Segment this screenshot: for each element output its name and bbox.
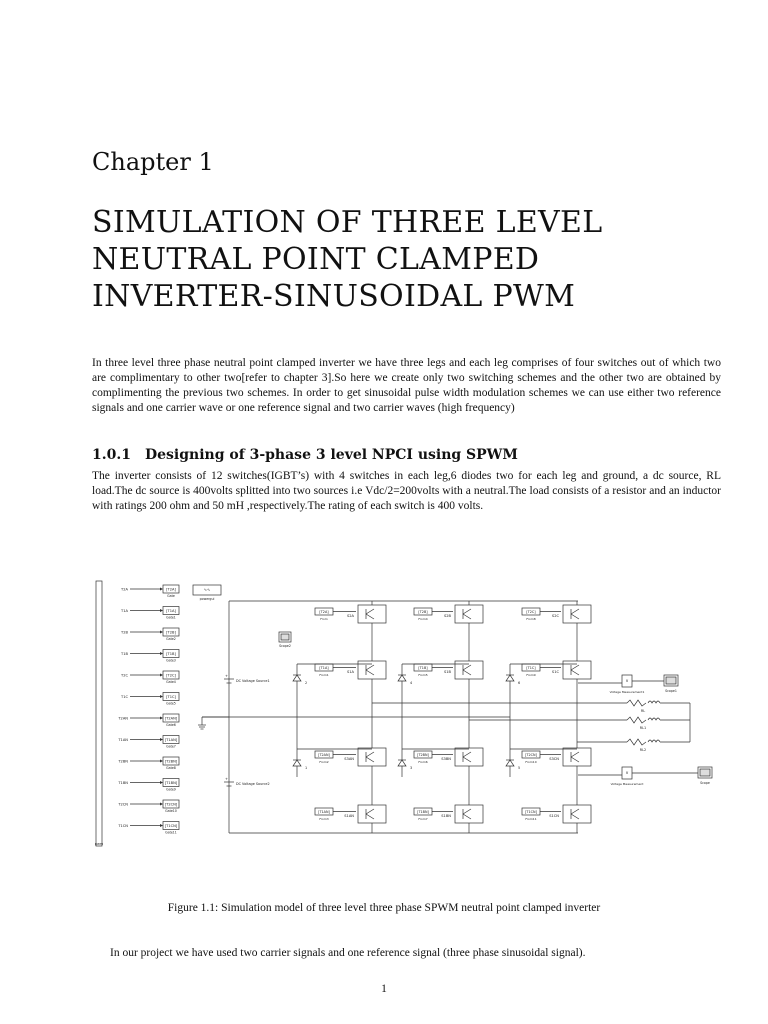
diode-number: 3 [410,766,413,770]
from-tag: [T1CN] [525,810,537,814]
mux-block [96,581,102,846]
from-label: From9 [526,673,536,677]
intro-paragraph: In three level three phase neutral point clamped inverter we have three legs and each leg comprises of four switches out of which two are complimentary to other two[refer to chapter 3].So here we create only two switching schemes and the other two are obtained by complimenting the previous two schemes. In order to get sinusoidal pulse width modulation schemes we can use either two reference signals and one carrier wave or one reference signal and two carrier waves (high frequency) [92,357,721,414]
chapter-title [92,204,692,315]
goto-label: Gate2 [166,637,176,641]
from-tag: [T1C] [526,666,536,670]
igbt-switch [563,748,591,766]
arrow-head [160,824,163,827]
arrow-head [160,695,163,698]
goto-label: Gate5 [166,701,176,706]
dc-source-label: DC Voltage Source2 [236,782,270,786]
arrow-head [160,717,163,720]
load-inductor [648,718,660,720]
signal-label: T2CN [118,802,128,807]
page-number: 1 [381,983,387,995]
load-label: RL1 [639,726,647,730]
from-tag: [T2BN] [417,753,429,757]
goto-tag: [T1BN] [164,780,178,785]
scope-screen [666,677,676,684]
load-label: RL2 [639,748,647,752]
load-resistor [627,700,646,706]
from-tag: [T2A] [319,610,329,614]
mux-label: pwm [94,842,104,846]
goto-label: Gate7 [166,744,176,749]
goto-label: Gate10 [165,809,177,813]
load-resistor [627,717,646,723]
scope-screen [281,634,289,640]
signal-label: T2C [121,673,128,678]
arrow-head [160,631,163,634]
goto-tag: [T2A] [166,587,176,592]
signal-label: T1BN [118,781,128,785]
chapter-label: Chapter 1 [92,148,214,176]
diode-symbol [293,760,301,766]
load-label: RL [640,709,646,713]
scope-label: Scope [700,781,710,785]
dc-plus-sign: + [225,674,229,678]
diode-symbol [506,675,514,681]
figure-caption: Figure 1.1: Simulation model of three level three phase SPWM neutral point clamped inverter [167,902,601,914]
goto-label: Gate4 [166,680,176,684]
chapter-title-line: INVERTER-SINUSOIDAL PWM [92,279,576,314]
section-heading [92,447,518,463]
voltage-measurement-icon: v [625,770,629,775]
section-number: 1.0.1 [92,447,131,463]
switch-label: S2C [551,614,559,618]
switch-label: S2B [443,614,451,618]
scope-label: Scope2 [279,644,291,648]
signal-label: T2B [121,630,128,635]
goto-tag: [T1C] [166,694,176,699]
from-label: From7 [418,817,428,821]
diode-number: 6 [518,681,521,685]
simulink-figure [92,575,722,850]
powergui-icon: ∿∿ [203,587,211,592]
signal-label: T1AN [118,738,128,742]
goto-label: Gate11 [165,830,177,835]
diode-symbol [506,760,514,766]
goto-tag: [T2AN] [164,716,178,721]
signal-label: T2AN [118,716,128,721]
goto-label: Gate1 [166,615,176,620]
scope-screen [700,769,710,776]
switch-label: S1BN [441,814,451,818]
chapter-title-line: SIMULATION OF THREE LEVEL [92,205,603,240]
igbt-switch [563,805,591,823]
arrow-head [160,609,163,612]
signal-label: T2BN [118,759,128,764]
voltage-measurement-label: Voltage Measurement [610,782,644,786]
scope-label: Scope1 [665,689,677,693]
goto-tag: [T2BN] [164,759,178,764]
diode-number: 2 [305,681,308,685]
arrow-head [160,588,163,591]
goto-tag: [T1B] [166,651,176,656]
diode-number: 1 [305,766,308,770]
signal-label: T1A [121,609,128,613]
from-tag: [T2C] [526,610,536,614]
igbt-switch [455,748,483,766]
switch-label: S3BN [441,757,451,761]
powergui-label: powergui [199,597,215,601]
switch-label: S1C [551,670,559,674]
from-label: From4 [418,617,428,621]
arrow-head [160,674,163,677]
igbt-switch [455,605,483,623]
igbt-switch [358,605,386,623]
from-label: From6 [418,760,428,764]
dc-plus-sign: + [225,777,229,781]
switch-label: S1CN [549,814,559,818]
from-label: From10 [525,760,537,764]
signal-label: T2A [121,587,128,592]
chapter-title-line: NEUTRAL POINT CLAMPED [92,242,540,277]
from-label: From8 [526,617,536,621]
switch-label: S3CN [549,757,559,761]
from-tag: [T1AN] [318,810,330,814]
section-title: Designing of 3-phase 3 level NPCI using SPWM [144,447,518,463]
goto-tag: [T1CN] [164,823,178,828]
from-label: From3 [319,817,329,821]
from-label: From [320,617,328,621]
signal-label: T1CN [118,824,128,828]
from-tag: [T2CN] [525,753,537,757]
switch-label: S1A [346,670,354,674]
igbt-switch [455,805,483,823]
igbt-switch [563,605,591,623]
from-tag: [T1A] [319,666,329,670]
diode-number: 4 [410,681,413,685]
from-label: From2 [319,760,329,764]
goto-tag: [T2B] [166,630,176,635]
section-paragraph: The inverter consists of 12 switches(IGBT’s) with 4 switches in each leg,6 diodes two for each leg and ground, a dc source, RL load.The dc source is 400volts splitted into two sources i.e Vdc/2=200volts with a neutral.The load consists of a resistor and an inductor with ratings 200 ohm and 50 mH ,respectively.The rating of each switch is 400 volts. [92,470,721,512]
closing-paragraph: In our project we have used two carrier signals and one reference signal (three phase sinusoidal signal). [110,947,586,959]
arrow-head [160,760,163,763]
igbt-switch [358,748,386,766]
voltage-measurement-label: Voltage Measurement1 [609,690,645,694]
from-tag: [T1BN] [417,810,429,814]
signal-label: T1B [121,652,128,656]
from-label: From1 [319,673,329,677]
switch-label: S1B [443,670,451,674]
load-inductor [648,740,660,742]
goto-tag: [T2C] [166,673,176,678]
goto-label: Gate6 [166,723,176,727]
arrow-head [160,652,163,655]
goto-label: Gate8 [166,766,176,770]
switch-label: S2A [346,614,354,618]
signal-label: T1C [121,695,128,699]
from-tag: [T2AN] [318,753,330,757]
dc-source-label: DC Voltage Source1 [236,679,270,683]
arrow-head [160,738,163,741]
goto-label: Gate3 [166,658,176,663]
switch-label: S1AN [344,814,354,818]
diode-symbol [293,675,301,681]
from-tag: [T1B] [418,666,428,670]
goto-tag: [T1A] [166,608,176,613]
voltage-measurement-icon: v [625,678,629,683]
load-inductor [648,701,660,703]
diode-symbol [398,760,406,766]
igbt-switch [358,805,386,823]
arrow-head [160,781,163,784]
goto-tag: [T2CN] [164,802,178,807]
diode-number: 5 [518,766,521,770]
from-label: From5 [418,673,428,677]
load-resistor [627,739,646,745]
switch-label: S3AN [344,757,354,761]
goto-tag: [T1AN] [164,737,178,742]
from-tag: [T2B] [418,610,428,614]
goto-label: Gate9 [166,787,176,792]
goto-label: Gate [167,594,175,598]
from-label: From11 [525,817,537,821]
simulink-diagram [92,575,722,850]
arrow-head [160,803,163,806]
diode-symbol [398,675,406,681]
